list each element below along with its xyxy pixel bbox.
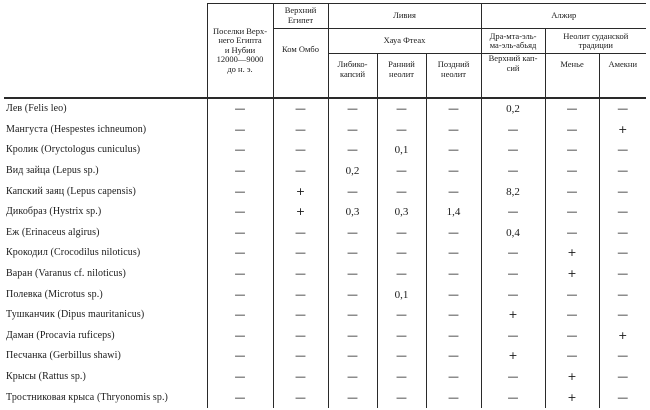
table-row xyxy=(4,367,646,388)
table-cell: — xyxy=(273,264,328,285)
table-cell: — xyxy=(545,305,599,326)
table-cell: + xyxy=(545,243,599,264)
table-cell: — xyxy=(599,98,646,120)
table-cell: — xyxy=(426,140,481,161)
species-name: Крокодил (Crocodilus niloticus) xyxy=(6,247,141,259)
table-cell: — xyxy=(599,387,646,408)
table-cell: + xyxy=(273,202,328,223)
header-algeria: Алжир xyxy=(481,4,646,29)
table-cell: — xyxy=(545,284,599,305)
table-cell: 0,3 xyxy=(328,202,377,223)
table-cell: — xyxy=(328,367,377,388)
header-kom-ombo: Ком Омбо xyxy=(273,29,328,99)
species-name: Даман (Procavia ruficeps) xyxy=(6,329,115,341)
header-late-neolithic: Поздний неолит xyxy=(426,54,481,99)
table-cell: — xyxy=(481,326,545,347)
species-name: Мангуста (Hespestes ichneumon) xyxy=(6,123,147,135)
table-cell: — xyxy=(377,326,426,347)
table-row xyxy=(4,223,646,244)
table-cell: — xyxy=(273,98,328,120)
table-cell: + xyxy=(545,264,599,285)
table-cell: 8,2 xyxy=(481,181,545,202)
species-name: Варан (Varanus cf. niloticus) xyxy=(6,268,126,280)
table-cell: — xyxy=(599,181,646,202)
table-cell: — xyxy=(377,223,426,244)
table-cell: — xyxy=(273,243,328,264)
species-name: Дикобраз (Hystrix sp.) xyxy=(6,206,102,218)
header-menye: Менье xyxy=(545,54,599,99)
table-row xyxy=(4,181,646,202)
table-cell: — xyxy=(328,346,377,367)
species-name: Тростниковая крыса (Thryonomis sp.) xyxy=(6,391,168,403)
table-cell: — xyxy=(207,243,273,264)
table-cell: — xyxy=(377,243,426,264)
table-cell: — xyxy=(545,161,599,182)
table-cell: — xyxy=(599,223,646,244)
table-cell: — xyxy=(481,120,545,141)
table-cell: — xyxy=(481,264,545,285)
table-row xyxy=(4,264,646,285)
table-cell: — xyxy=(481,140,545,161)
table-cell: — xyxy=(273,367,328,388)
table-row xyxy=(4,387,646,408)
table-cell: — xyxy=(207,161,273,182)
table-cell: — xyxy=(545,326,599,347)
table-cell: + xyxy=(545,367,599,388)
table-cell: — xyxy=(377,367,426,388)
table-cell: — xyxy=(207,387,273,408)
table-cell: — xyxy=(599,202,646,223)
header-sudan-neolithic: Неолит суданской традиции xyxy=(545,29,646,54)
table-cell: — xyxy=(426,98,481,120)
header-ameki: Амекни xyxy=(599,54,646,99)
table-cell: — xyxy=(207,120,273,141)
table-cell: — xyxy=(328,305,377,326)
species-name: Лев (Felis leo) xyxy=(4,98,207,120)
table-cell: — xyxy=(481,243,545,264)
table-cell: — xyxy=(207,264,273,285)
table-cell: + xyxy=(599,326,646,347)
table-cell: — xyxy=(426,326,481,347)
table-cell: — xyxy=(481,202,545,223)
species-name: Песчанка (Gerbillus shawi) xyxy=(6,350,121,362)
table-cell: + xyxy=(599,120,646,141)
header-haua-fteah: Хауа Фтеах xyxy=(328,29,481,54)
table-cell: — xyxy=(328,264,377,285)
species-name: Полевка (Microtus sp.) xyxy=(6,288,103,300)
species-name: Крысы (Rattus sp.) xyxy=(6,371,86,383)
table-cell: — xyxy=(207,305,273,326)
table-row xyxy=(4,161,646,182)
table-cell: — xyxy=(377,387,426,408)
table-cell: — xyxy=(426,305,481,326)
table-cell: — xyxy=(207,367,273,388)
header-early-neolithic: Ранний неолит xyxy=(377,54,426,99)
header-upper-capsian: Верхний кап- сий xyxy=(481,54,545,99)
table-cell: 0,4 xyxy=(481,223,545,244)
table-cell: — xyxy=(545,181,599,202)
table-cell: — xyxy=(207,98,273,120)
table-cell: — xyxy=(328,223,377,244)
table-cell: — xyxy=(426,120,481,141)
table-cell: — xyxy=(545,140,599,161)
table-cell: — xyxy=(377,346,426,367)
table-row xyxy=(4,326,646,347)
table-cell: — xyxy=(426,367,481,388)
table-cell: 0,1 xyxy=(377,140,426,161)
fauna-table xyxy=(4,3,646,408)
table-cell: — xyxy=(481,367,545,388)
table-cell: — xyxy=(328,120,377,141)
table-cell: — xyxy=(599,346,646,367)
table-cell: + xyxy=(273,181,328,202)
table-cell: — xyxy=(481,387,545,408)
table-cell: — xyxy=(207,284,273,305)
table-cell: — xyxy=(273,161,328,182)
table-cell: — xyxy=(426,243,481,264)
table-cell: 1,4 xyxy=(426,202,481,223)
table-cell: — xyxy=(273,120,328,141)
table-cell: — xyxy=(328,387,377,408)
table-cell: — xyxy=(599,161,646,182)
table-cell: — xyxy=(599,367,646,388)
table-cell: — xyxy=(426,387,481,408)
table-cell: — xyxy=(377,181,426,202)
table-cell: — xyxy=(599,243,646,264)
table-cell: — xyxy=(273,346,328,367)
table-cell: — xyxy=(545,120,599,141)
table-cell: — xyxy=(273,140,328,161)
table-cell: 0,3 xyxy=(377,202,426,223)
table-cell: — xyxy=(273,326,328,347)
table-cell: — xyxy=(599,140,646,161)
table-cell: — xyxy=(273,223,328,244)
table-cell: — xyxy=(426,264,481,285)
table-cell: — xyxy=(207,181,273,202)
table-cell: — xyxy=(328,326,377,347)
table-cell: — xyxy=(207,326,273,347)
table-cell: — xyxy=(377,264,426,285)
table-cell: — xyxy=(377,305,426,326)
table-cell: — xyxy=(426,181,481,202)
table-cell: — xyxy=(207,140,273,161)
table-body xyxy=(4,98,646,408)
header-libyco-capsian: Либико- капсий xyxy=(328,54,377,99)
table-cell: + xyxy=(481,305,545,326)
table-cell: + xyxy=(545,387,599,408)
table-cell: — xyxy=(377,98,426,120)
table-cell: — xyxy=(328,98,377,120)
table-cell: — xyxy=(426,161,481,182)
table-cell: — xyxy=(273,284,328,305)
table-cell: — xyxy=(545,346,599,367)
table-row xyxy=(4,284,646,305)
table-cell: — xyxy=(328,140,377,161)
table-cell: — xyxy=(207,346,273,367)
header-species-empty xyxy=(4,4,207,99)
species-name: Кролик (Oryctologus cuniculus) xyxy=(6,144,141,156)
species-name: Вид зайца (Lepus sp.) xyxy=(6,165,99,177)
table-cell: — xyxy=(545,223,599,244)
table-cell: — xyxy=(328,284,377,305)
header-upper-egypt: Верхний Египет xyxy=(273,4,328,29)
table-row xyxy=(4,120,646,141)
species-name: Капский заяц (Lepus capensis) xyxy=(6,185,136,197)
table-cell: — xyxy=(377,161,426,182)
table-cell: — xyxy=(599,284,646,305)
table-cell: 0,1 xyxy=(377,284,426,305)
table-cell: — xyxy=(599,264,646,285)
header-nubia: Поселки Верх- него Египта и Нубии 12000—9000 до н. э. xyxy=(207,4,273,99)
table-cell: — xyxy=(207,223,273,244)
table-cell: — xyxy=(545,202,599,223)
table-row xyxy=(4,202,646,223)
table-cell: — xyxy=(426,284,481,305)
table-cell: 0,2 xyxy=(481,98,545,120)
table-cell: + xyxy=(481,346,545,367)
table-cell: — xyxy=(273,305,328,326)
table-cell: — xyxy=(426,223,481,244)
table-cell: — xyxy=(328,181,377,202)
table-cell: — xyxy=(481,284,545,305)
table-row xyxy=(4,305,646,326)
header-dra-mta: Дра-мта-эль- ма-эль-абьяд xyxy=(481,29,545,54)
table-row xyxy=(4,243,646,264)
header-libya: Ливия xyxy=(328,4,481,29)
table-cell: 0,2 xyxy=(328,161,377,182)
table-cell: — xyxy=(207,202,273,223)
table-row xyxy=(4,346,646,367)
table-cell: — xyxy=(599,305,646,326)
table-cell: — xyxy=(481,161,545,182)
table-cell: — xyxy=(545,98,599,120)
table-row xyxy=(4,140,646,161)
table-row xyxy=(4,98,646,120)
species-name: Тушканчик (Dipus mauritanicus) xyxy=(6,309,145,321)
table-cell: — xyxy=(377,120,426,141)
table-cell: — xyxy=(273,387,328,408)
table-cell: — xyxy=(426,346,481,367)
species-name: Еж (Erinaceus algirus) xyxy=(6,226,100,238)
table-cell: — xyxy=(328,243,377,264)
